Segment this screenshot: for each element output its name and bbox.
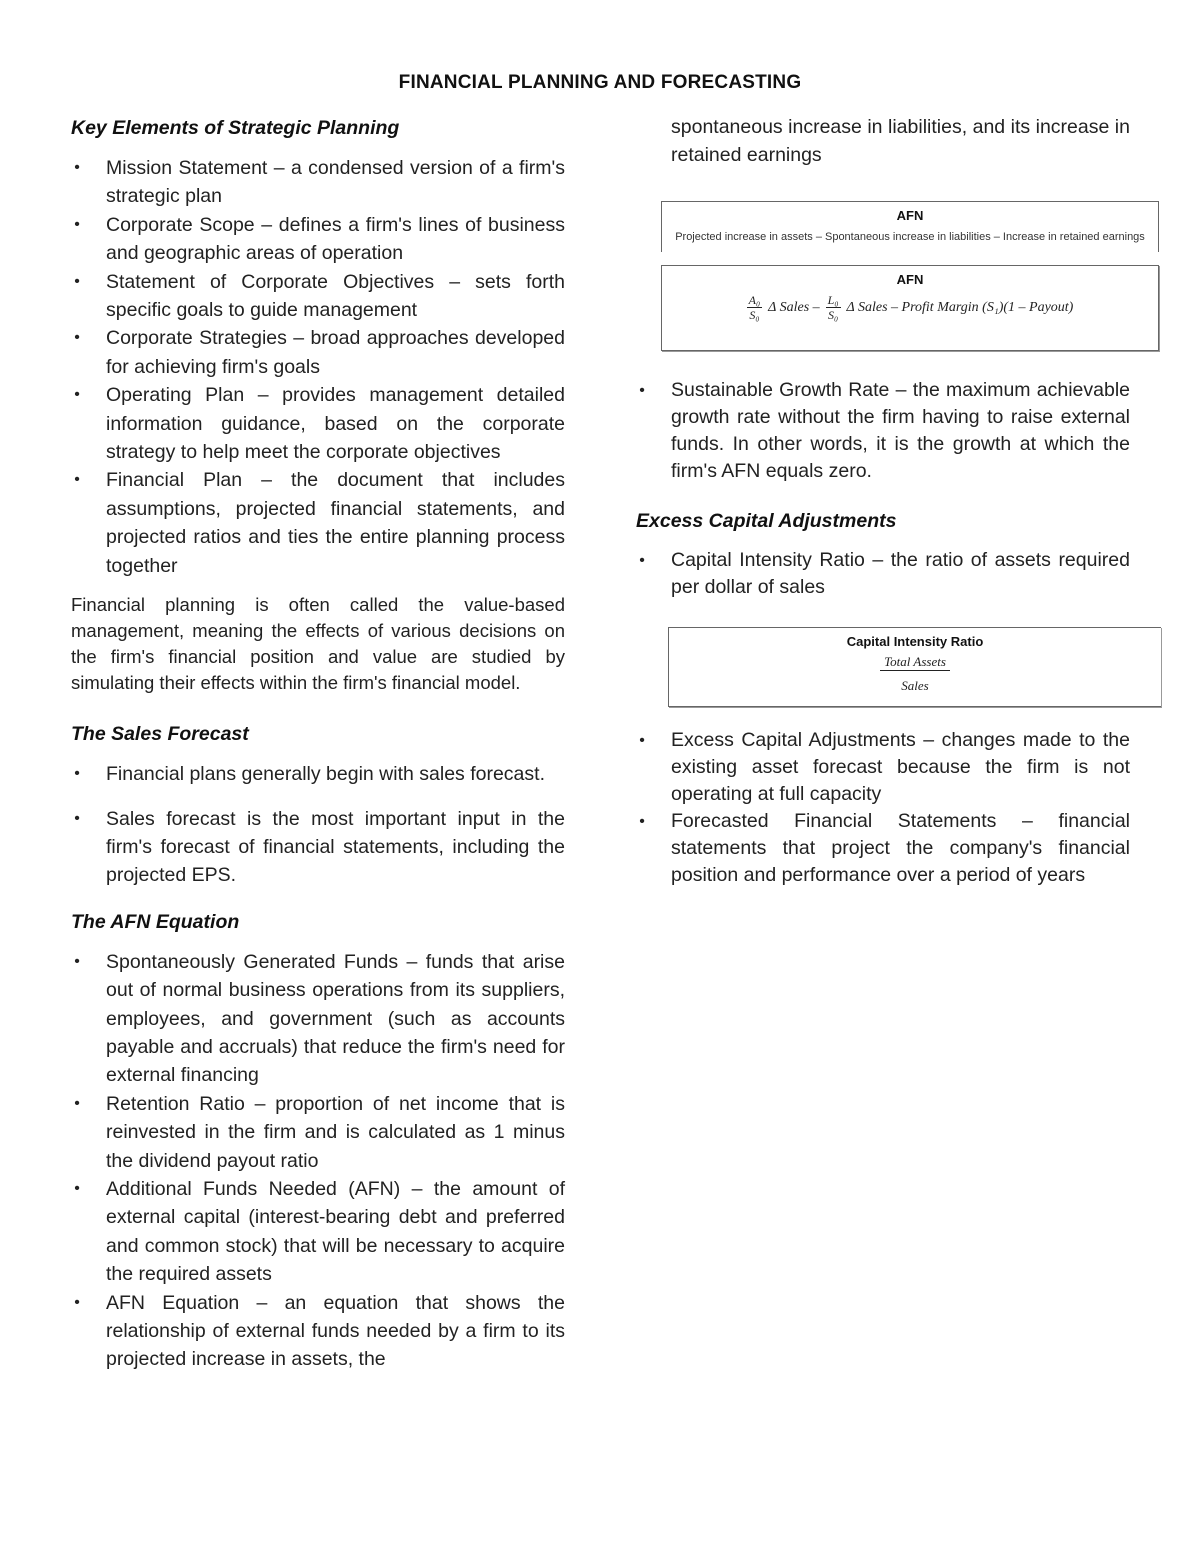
list-item: • Financial plans generally begin with sales forecast. bbox=[71, 760, 565, 788]
bullet-icon: • bbox=[74, 329, 80, 347]
list-item: • Capital Intensity Ratio – the ratio of assets required per dollar of sales bbox=[636, 547, 1130, 601]
bullet-icon: • bbox=[74, 765, 80, 783]
list-item: • Statement of Corporate Objectives – sets forth specific goals to guide management bbox=[71, 268, 565, 325]
cir-box-heading: Capital Intensity Ratio bbox=[846, 634, 984, 649]
list-item: • Forecasted Financial Statements – financial statements that project the company's financial position and performance over a period of years bbox=[636, 808, 1130, 889]
list-item: • Financial Plan – the document that includes assumptions, projected financial statements, and projected ratios and ties the entire planning process together bbox=[71, 466, 565, 580]
excess-capital-list bbox=[636, 727, 1130, 889]
afn-verbal-formula: Projected increase in assets – Spontaneous increase in liabilities – Increase in retained earnings bbox=[675, 231, 1145, 243]
bullet-icon: • bbox=[74, 1179, 80, 1197]
bullet-icon: • bbox=[74, 159, 80, 176]
bullet-icon: • bbox=[639, 732, 645, 749]
cir-fraction: $\frac{\text{Total Assets}}{\text{Sales}}$ bbox=[880, 653, 950, 694]
bullet-icon: • bbox=[74, 215, 80, 233]
left-column bbox=[71, 114, 565, 1374]
right-column-lower bbox=[636, 377, 1130, 601]
bullet-icon: • bbox=[639, 552, 645, 569]
afn-box-heading: AFN bbox=[896, 208, 924, 223]
key-elements-list bbox=[71, 154, 565, 580]
bullet-icon: • bbox=[74, 1293, 80, 1311]
assets-to-sales-fraction: $\frac{\text{A₀}}{\text{S₀}}$ bbox=[748, 293, 761, 322]
bullet-icon: • bbox=[639, 813, 645, 830]
right-column-bottom bbox=[636, 727, 1130, 889]
list-item: • Excess Capital Adjustments – changes made to the existing asset forecast because the firm is not operating at full capacity bbox=[636, 727, 1130, 808]
bullet-icon: • bbox=[74, 1094, 80, 1112]
list-item: • Spontaneously Generated Funds – funds that arise out of normal business operations from its suppliers, employees, and government (such as accounts payable and accruals) that reduce the firm's need for external financing bbox=[71, 948, 565, 1090]
right-column bbox=[636, 114, 1130, 170]
liabilities-to-sales-fraction: $\frac{\text{L₀}}{\text{S₀}}$ bbox=[827, 293, 839, 322]
bullet-icon: • bbox=[74, 386, 80, 404]
afn-verbal-formula-box bbox=[661, 201, 1159, 252]
bullet-icon: • bbox=[74, 952, 80, 970]
capital-intensity-ratio-box bbox=[668, 627, 1161, 707]
list-item: • Operating Plan – provides management detailed information guidance, based on the corporate strategy to help meet the corporate objectives bbox=[71, 381, 565, 466]
heading-afn-equation: The AFN Equation bbox=[71, 910, 240, 933]
list-item: • Corporate Strategies – broad approaches developed for achieving firm's goals bbox=[71, 324, 565, 381]
afn-math-formula-box bbox=[661, 265, 1159, 351]
heading-excess-capital: Excess Capital Adjustments bbox=[636, 510, 897, 532]
value-based-management-paragraph: Financial planning is often called the value-based management, meaning the effects of various decisions on the firm's financial position and value are studied by simulating their effects within the firm's financial model. bbox=[71, 594, 565, 694]
list-item: • AFN Equation – an equation that shows the relationship of external funds needed by a firm to its projected increase in assets, the bbox=[71, 1289, 565, 1374]
heading-sales-forecast: The Sales Forecast bbox=[71, 723, 249, 746]
list-item: • Additional Funds Needed (AFN) – the amount of external capital (interest-bearing debt and preferred and common stock) that will be necessary to acquire the required assets bbox=[71, 1175, 565, 1289]
heading-key-elements: Key Elements of Strategic Planning bbox=[71, 117, 400, 139]
list-item: • Retention Ratio – proportion of net income that is reinvested in the firm and is calculated as 1 minus the dividend payout ratio bbox=[71, 1090, 565, 1175]
sales-forecast-list bbox=[71, 760, 565, 890]
list-item: • Sales forecast is the most important input in the firm's forecast of financial statements, including the projected EPS. bbox=[71, 805, 565, 890]
sgr-list bbox=[636, 377, 1130, 485]
list-item: • Mission Statement – a condensed version of a firm's strategic plan bbox=[71, 154, 565, 211]
afn-box-heading: AFN bbox=[896, 272, 924, 287]
bullet-icon: • bbox=[639, 382, 645, 399]
bullet-icon: • bbox=[74, 471, 80, 489]
list-item: • Sustainable Growth Rate – the maximum achievable growth rate without the firm having to raise external funds. In other words, it is the growth at which the firm's AFN equals zero. bbox=[636, 377, 1130, 485]
document-title: FINANCIAL PLANNING AND FORECASTING bbox=[398, 72, 802, 93]
bullet-icon: • bbox=[74, 272, 80, 290]
afn-equation-continuation: spontaneous increase in liabilities, and its increase in retained earnings bbox=[671, 116, 1130, 167]
bullet-icon: • bbox=[74, 809, 80, 827]
list-item: • Corporate Scope – defines a firm's lines of business and geographic areas of operation bbox=[71, 211, 565, 268]
afn-math-formula: $\frac{\text{A₀}}{\text{S₀}}$ Δ Sales – $\frac{\text{L₀}}{\text{S₀}}$ Δ Sales – Profit Margin (S₁)(1 – Payout) bbox=[748, 293, 1074, 322]
afn-equation-list bbox=[71, 948, 565, 1374]
capital-intensity-list bbox=[636, 547, 1130, 601]
